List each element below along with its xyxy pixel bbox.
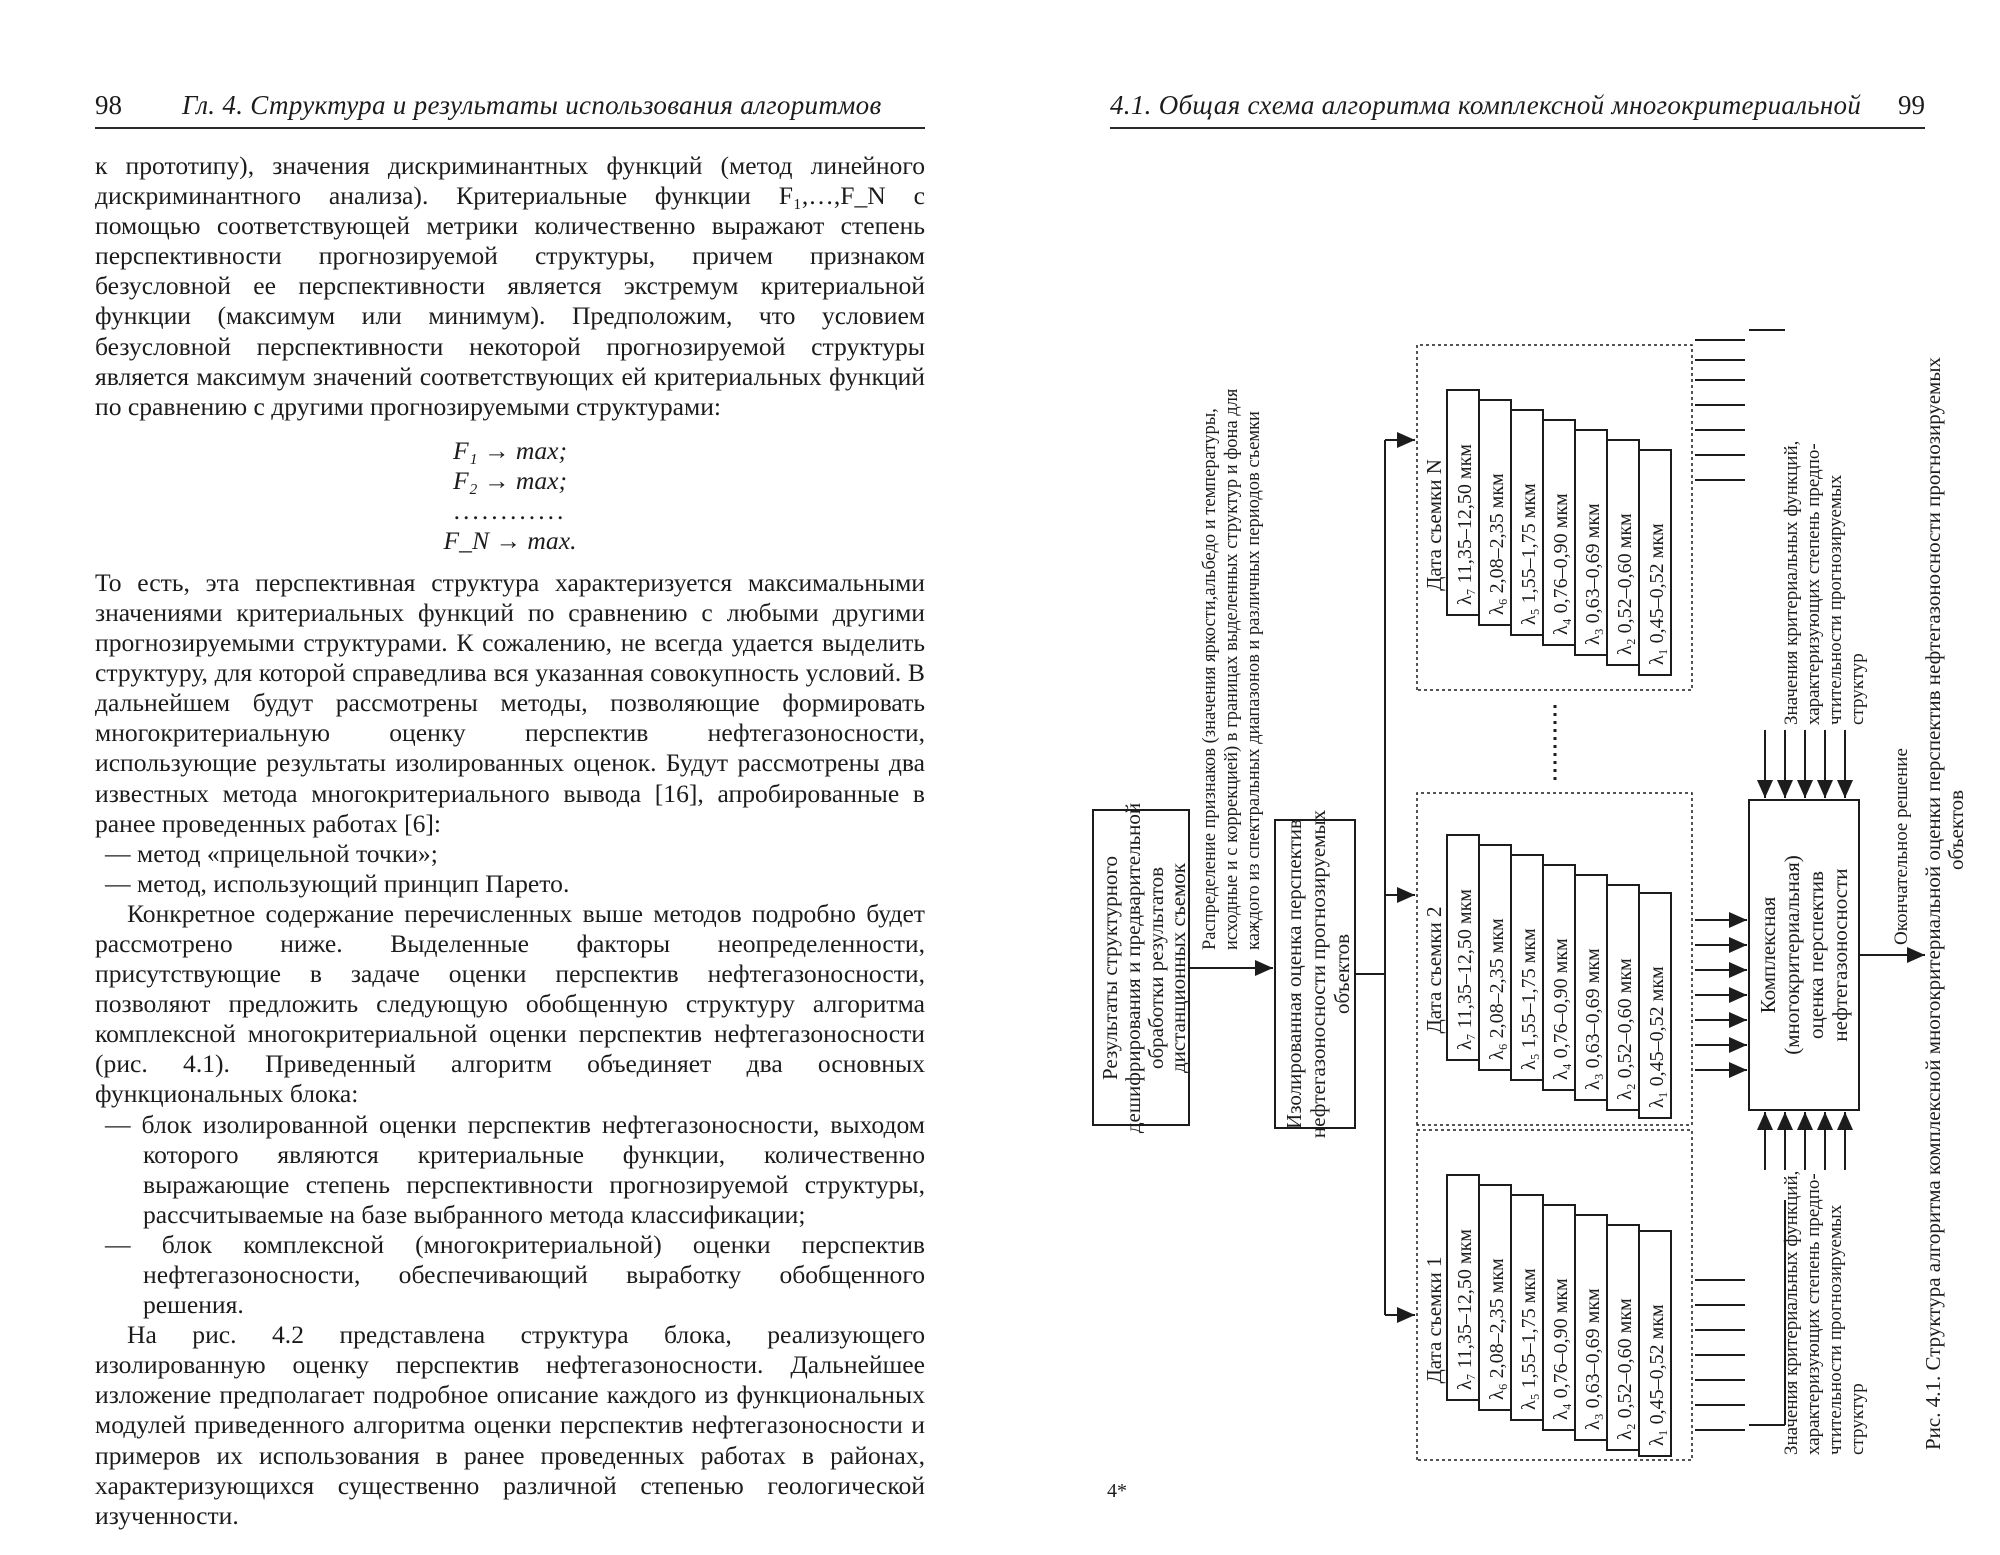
formula-block: [95, 436, 925, 556]
figure-caption-line-2: объектов: [1944, 789, 1968, 870]
signature-mark: 4*: [1107, 1480, 1127, 1502]
band-label: λ₇ 11,35–12,50 мкм: [1454, 889, 1476, 1050]
band-label: λ₅ 1,55–1,75 мкм: [1518, 928, 1540, 1070]
criterial-label-left-4: структур: [1847, 1383, 1868, 1455]
figure-caption-line-1: Рис. 4.1. Структура алгоритма комплексной многокритериальной оценки перспектив нефтегазоносности прогнозируемых: [1921, 357, 1945, 1450]
band-label: λ₆ 2,08–2,35 мкм: [1486, 1258, 1508, 1400]
paragraph-1: к прототипу), значения дискриминантных функций (метод линейного дискриминантного анализа). Критериальные функции F₁,…,F_N с помощью соответствующей метрики количественно выражают степень перспективности прогнозируемой структуры, причем признаком безусловной ее перспективности является экстремум критериальной функции (максимум или минимум). Предположим, что условием безусловной перспективности некоторой прогнозируемой структуры является максимум значений соответствующих ей критериальных функций по сравнению с другими прогнозируемыми структурами:: [95, 151, 925, 421]
date-group-n-label: Дата съемки N: [1422, 459, 1446, 591]
formula-f1: F₁ → max;: [452, 435, 568, 465]
feature-label-line-3: каждого из спектральных диапазонов и различных периодов съемки: [1244, 411, 1264, 950]
left-running-head: [95, 90, 925, 129]
paragraph-3: Конкретное содержание перечисленных выше методов подробно будет рассмотрено ниже. Выделенные факторы неопределенности, присутствующие в задаче оценки перспектив нефтегазоносности, позволяют предложить следующую обобщенную структуру алгоритма комплексной многокритериальной оценки перспектив нефтегазоносности (рис. 4.1). Приведенный алгоритм объединяет два основных функциональных блока:: [95, 898, 925, 1109]
date-group-n-bands: [1447, 390, 1671, 675]
results-box-line-3: обработки результатов: [1144, 866, 1168, 1070]
formula-ellipsis: ............: [453, 495, 567, 525]
band-label: λ₆ 2,08–2,35 мкм: [1486, 473, 1508, 615]
criterial-label-right-2: характеризующих степень предпо-: [1803, 443, 1824, 725]
feature-label-line-1: Распределение признаков (значения яркости,альбедо и температуры,: [1200, 408, 1220, 950]
isolated-box-line-3: объектов: [1330, 933, 1354, 1015]
list-item: — метод, использующий принцип Парето.: [105, 868, 570, 898]
date-group-1-bands: [1447, 1175, 1671, 1456]
left-running-title: Гл. 4. Структура и результаты использования алгоритмов: [182, 90, 882, 120]
paragraph-4: На рис. 4.2 представлена структура блока, реализующего изолированную оценку перспектив нефтегазоносности. Дальнейшее изложение предполагает подробное описание каждого из функциональных модулей приведенного алгоритма оценки перспектив нефтегазоносности и примеров их использования в ранее проведенных работах в районах, характеризующихся существенно различной степенью геологической изученности.: [95, 1320, 925, 1530]
complex-box-line-2: (многокритериальная): [1780, 855, 1804, 1055]
feature-label-line-2: исходные и с коррекцией) в границах выделенных структур и фона для: [1222, 388, 1242, 950]
final-decision-label: Окончательное решение: [1891, 748, 1912, 945]
results-box-line-2: дешифрирования и предварительной: [1121, 802, 1145, 1134]
band-label: λ₇ 11,35–12,50 мкм: [1454, 444, 1476, 605]
date-group-2-label: Дата съемки 2: [1422, 906, 1446, 1034]
list-item: — блок изолированной оценки перспектив нефтегазоносности, выходом которого являются критериальные функции, количественно выражающие степень перспективности прогнозируемой структуры, рассчитываемые на базе выбранного метода классификации;: [105, 1109, 925, 1229]
figure-rotated-group: [1093, 330, 1968, 1460]
criterial-label-left-1: Значения критериальных функций,: [1781, 1170, 1802, 1455]
list-item: — метод «прицельной точки»;: [105, 838, 438, 868]
band-label: λ₁ 0,45–0,52 мкм: [1646, 1304, 1668, 1446]
band-label: λ₇ 11,35–12,50 мкм: [1454, 1229, 1476, 1390]
band-label: λ₆ 2,08–2,35 мкм: [1486, 918, 1508, 1060]
formula-f2: F₂ → max;: [452, 465, 568, 495]
band-label: λ₂ 0,52–0,60 мкм: [1614, 1298, 1636, 1440]
figure-4-1-diagram: [1085, 130, 1968, 1470]
complex-box-line-4: нефтегазоносности: [1828, 868, 1852, 1042]
right-running-head: [1110, 90, 1925, 129]
complex-box-line-3: оценка перспектив: [1804, 871, 1828, 1039]
paragraph-2: То есть, эта перспективная структура характеризуется максимальными значениями критериальных функций по сравнению с любыми другими прогнозируемыми структурами. К сожалению, не всегда удается выделить структуру, для которой справедлива вся указанная совокупность условий. В дальнейшем будут рассмотрены методы, позволяющие формировать многокритериальную оценку перспектив нефтегазоносности, использующие результаты изолированных оценок. Будут рассмотрены два известных метода многокритериального вывода [16], апробированные в ранее проведенных работах [6]:: [95, 567, 925, 838]
band-label: λ₄ 0,76–0,90 мкм: [1550, 1278, 1572, 1420]
criterial-label-left-3: чтительности прогнозируемых: [1825, 1204, 1846, 1455]
criterial-label-right-3: чтительности прогнозируемых: [1825, 474, 1846, 725]
band-label: λ₁ 0,45–0,52 мкм: [1646, 966, 1668, 1108]
criterial-label-left-2: характеризующих степень предпо-: [1803, 1173, 1824, 1455]
band-label: λ₅ 1,55–1,75 мкм: [1518, 1268, 1540, 1410]
right-page-number: 99: [1898, 90, 1925, 120]
band-label: λ₂ 0,52–0,60 мкм: [1614, 958, 1636, 1100]
right-running-title: 4.1. Общая схема алгоритма комплексной многокритериальной: [1110, 90, 1862, 120]
results-box-line-4: дистанционных съемок: [1166, 862, 1190, 1074]
group-n-outputs: [1695, 330, 1785, 480]
left-page: [95, 90, 925, 1531]
band-label: λ₃ 0,63–0,69 мкм: [1582, 503, 1604, 645]
band-label: λ₃ 0,63–0,69 мкм: [1582, 948, 1604, 1090]
band-label: λ₄ 0,76–0,90 мкм: [1550, 938, 1572, 1080]
formula-fn: F_N → max.: [443, 525, 577, 555]
complex-inputs-left: [1765, 1112, 1845, 1170]
list-item: — блок комплексной (многокритериальной) оценки перспектив нефтегазоносности, обеспечивающий выработку обобщенного решения.: [105, 1229, 925, 1320]
complex-box-line-1: Комплексная: [1756, 896, 1780, 1014]
isolated-box-line-1: Изолированная оценка перспектив: [1282, 819, 1306, 1129]
group-1-outputs: [1695, 1200, 1785, 1430]
criterial-label-right-4: структур: [1847, 653, 1868, 725]
band-label: λ₁ 0,45–0,52 мкм: [1646, 523, 1668, 665]
band-label: λ₄ 0,76–0,90 мкм: [1550, 493, 1572, 635]
group-2-outputs: [1695, 920, 1747, 1070]
criterial-label-right-1: Значения критериальных функций,: [1781, 440, 1802, 725]
band-label: λ₅ 1,55–1,75 мкм: [1518, 483, 1540, 625]
results-box-line-1: Результаты структурного: [1098, 855, 1122, 1081]
complex-inputs-right: [1765, 730, 1845, 798]
isolated-box-line-2: нефтегазоносности прогнозируемых: [1306, 809, 1330, 1139]
date-group-2-bands: [1447, 835, 1671, 1118]
date-group-1-label: Дата съемки 1: [1422, 1256, 1446, 1384]
band-label: λ₂ 0,52–0,60 мкм: [1614, 513, 1636, 655]
left-page-number: 98: [95, 90, 122, 120]
band-label: λ₃ 0,63–0,69 мкм: [1582, 1288, 1604, 1430]
left-body-text: [95, 151, 925, 1531]
